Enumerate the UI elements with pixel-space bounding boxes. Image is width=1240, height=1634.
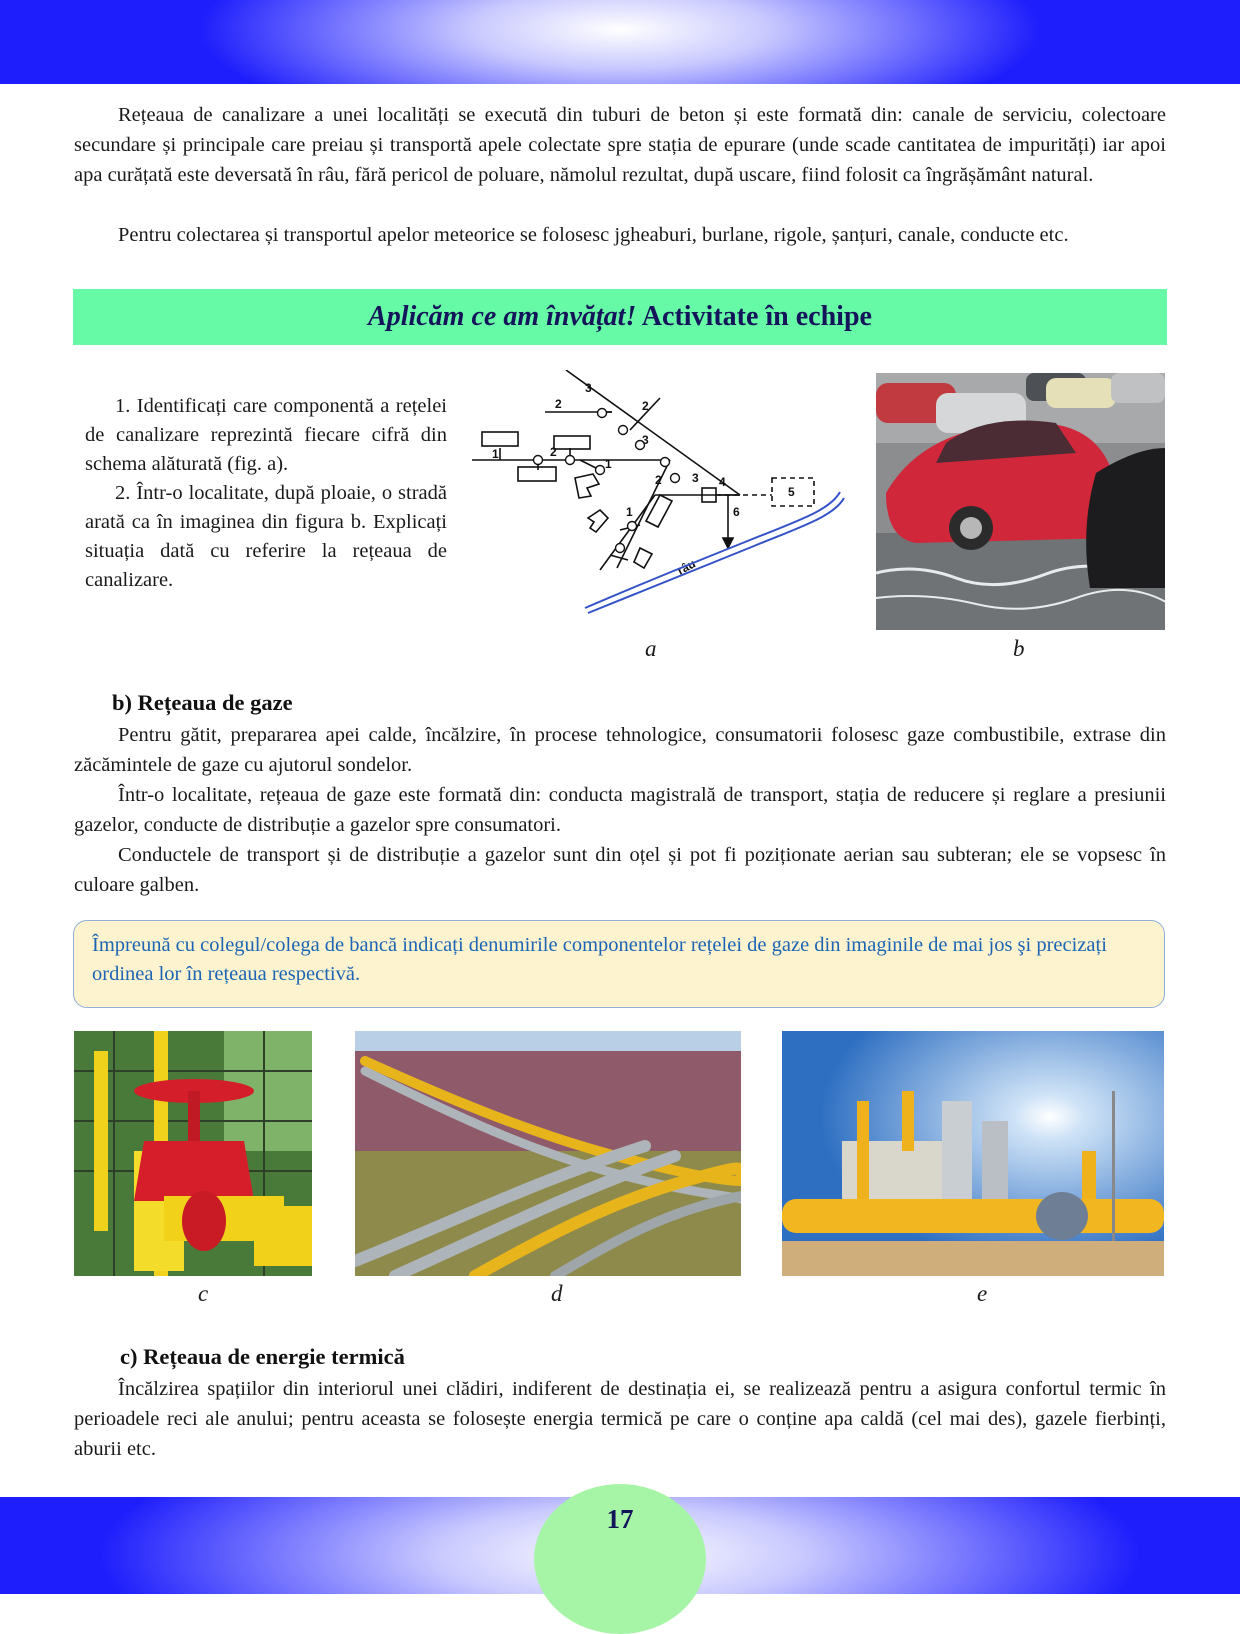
label-2-center: 2: [655, 473, 662, 487]
label-4: 4: [719, 475, 726, 489]
river-label: râu: [674, 556, 698, 578]
header-band: [0, 0, 1240, 84]
intro-paragraph-1: Rețeaua de canalizare a unei localități se execută din tuburi de beton și este formată din: canale de serviciu, colectoare secundare și principale care preiau și transportă apele colectate spre stația de epurare (unde scade cantitatea de impurități) iar apoi apa curățată este deversată în râu, fără pericol de poluare, nămolul rezultat, după uscare, fiind folosit ca îngrășământ natural.: [74, 104, 1166, 186]
banner-italic: Aplicăm ce am învățat!: [368, 301, 637, 332]
intro-paragraph-2: Pentru colectarea și transportul apelor meteorice se folosesc jgheaburi, burlane, rigole, șanțuri, canale, conducte etc.: [118, 224, 1069, 246]
label-1-left: 1: [492, 447, 499, 461]
label-2-left: 2: [550, 445, 557, 459]
caption-d: d: [551, 1281, 563, 1306]
caption-a: a: [645, 636, 657, 661]
thermal-paragraph-1: Încălzirea spațiilor din interiorul unei clădiri, indiferent de destinația ei, se realizează pentru a asigura confortul termic în perioadele reci ale anului; pentru aceasta se folosește energia termică pe care o conține apa caldă (cel mai des), gazele fierbinți, aburii etc.: [74, 1378, 1166, 1460]
label-3-mid: 3: [642, 433, 649, 447]
gas-network-heading: b) Rețeaua de gaze: [112, 690, 293, 715]
gas-pipeline-photo: [355, 1031, 741, 1276]
gas-paragraph-2: Într-o localitate, rețeaua de gaze este formată din: conducta magistrală de transport, stația de reducere și reglare a presiunii gazelor, conducte de distribuție a gazelor spre consumatori.: [74, 784, 1166, 836]
team-task-box: Împreună cu colegul/colega de bancă indicați denumirile componentelor rețelei de gaze din imaginile de mai jos şi precizați ordinea lor în rețeaua respectivă.: [73, 920, 1165, 1008]
task-1: 1. Identificați care componentă a rețelei de canalizare reprezintă fiecare cifră din schema alăturată (fig. a).: [85, 395, 447, 475]
gas-station-photo: [782, 1031, 1164, 1276]
label-5: 5: [788, 485, 795, 499]
caption-e: e: [977, 1281, 988, 1306]
thermal-network-heading: c) Rețeaua de energie termică: [120, 1344, 405, 1369]
label-3-top: 3: [585, 381, 592, 395]
caption-b: b: [1013, 636, 1025, 661]
main-collector-line: [566, 370, 740, 495]
label-1-lower: 1: [626, 505, 633, 519]
label-3-right: 3: [692, 471, 699, 485]
gas-paragraph-1: Pentru gătit, prepararea apei calde, încălzire, în procese tehnologice, consumatorii folosesc gaze combustibile, extrase din zăcămintele de gaze cu ajutorul sondelor.: [74, 724, 1166, 776]
label-2-top: 2: [555, 397, 562, 411]
label-2-right: 2: [642, 399, 649, 413]
gas-valve-photo: [74, 1031, 312, 1276]
banner-bold: Activitate în echipe: [641, 301, 872, 332]
task-2: 2. Într-o localitate, după ploaie, o stradă arată ca în imaginea din figura b. Explicați situația dată cu referire la rețeaua de canalizare.: [85, 482, 447, 591]
flooded-street-photo: [876, 373, 1165, 630]
sewer-network-diagram: [470, 370, 860, 624]
task-list: [85, 392, 447, 595]
page-number: 17: [606, 1504, 634, 1534]
gas-paragraph-3: Conductele de transport și de distribuție a gazelor sunt din oțel și pot fi poziționate aerian sau subteran; ele se vopsesc în culoare galben.: [74, 844, 1166, 896]
label-1-mid: 1: [605, 457, 612, 471]
activity-banner: [73, 289, 1167, 345]
caption-c: c: [198, 1281, 209, 1306]
label-6: 6: [733, 505, 740, 519]
